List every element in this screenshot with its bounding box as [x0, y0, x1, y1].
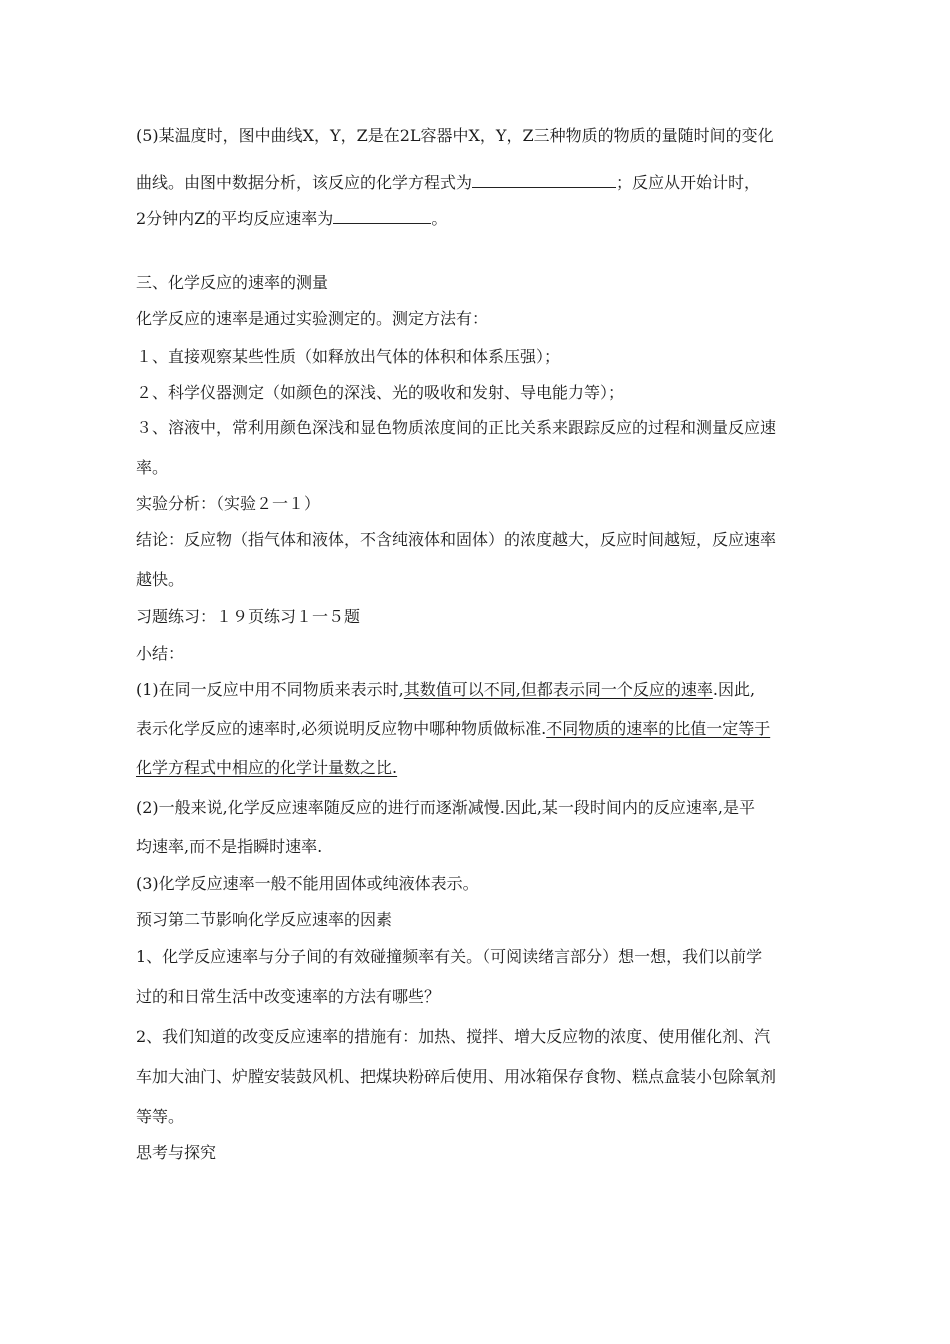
summary-point-2-line-1: (2)一般来说,化学反应速率随反应的进行而逐渐减慢.因此,某一段时间内的反应速率,是平 — [136, 798, 756, 817]
summary-point-1-line-3 — [136, 758, 397, 778]
method-2: ２、科学仪器测定（如颜色的深浅、光的吸收和发射、导电能力等）； — [136, 383, 625, 402]
underlined-key-point: 化学方程式中相应的化学计量数之比. — [136, 758, 398, 777]
method-3-line-1: ３、溶液中，常利用颜色深浅和显色物质浓度间的正比关系来跟踪反应的过程和测量反应速 — [136, 418, 777, 437]
equation-answer-blank[interactable] — [472, 171, 616, 188]
summary-point-1-text: (1)在同一反应中用不同物质来表示时, — [136, 680, 404, 699]
summary-point-2-line-2: 均速率,而不是指瞬时速率. — [136, 837, 323, 856]
q5-line-3-text: 2分钟内Z的平均反应速率为 — [136, 209, 334, 228]
summary-point-3: (3)化学反应速率一般不能用固体或纯液体表示。 — [136, 874, 479, 893]
underlined-key-point: 不同物质的速率的比值一定等于 — [546, 719, 771, 738]
underlined-key-point: 其数值可以不同,但都表示同一个反应的速率 — [403, 680, 713, 699]
rate-answer-blank[interactable] — [333, 207, 431, 224]
q5-line-3 — [136, 207, 447, 229]
measurement-intro: 化学反应的速率是通过实验测定的。测定方法有： — [136, 309, 489, 328]
preview-q2-line-1: 2、我们知道的改变反应速率的措施有：加热、搅拌、增大反应物的浓度、使用催化剂、汽 — [136, 1027, 771, 1046]
preview-q1-line-2: 过的和日常生活中改变速率的方法有哪些？ — [136, 987, 441, 1006]
summary-title: 小结： — [136, 644, 185, 663]
summary-point-1-line-1 — [136, 680, 755, 700]
summary-point-1-text-2: 表示化学反应的速率时,必须说明反应物中哪种物质做标准. — [136, 719, 547, 738]
method-3-line-2: 率。 — [136, 458, 169, 477]
q5-line-3-tail: 。 — [431, 209, 448, 228]
q5-line-2-text: 曲线。由图中数据分析，该反应的化学方程式为 — [136, 173, 473, 192]
method-1: １、直接观察某些性质（如释放出气体的体积和体系压强）； — [136, 347, 561, 366]
experiment-analysis: 实验分析：（实验２一１） — [136, 494, 321, 513]
conclusion-line-2: 越快。 — [136, 570, 185, 589]
q5-line-1: (5)某温度时，图中曲线X，Y，Z是在2L容器中X，Y，Z三种物质的物质的量随时间的变化 — [136, 126, 774, 145]
summary-point-1-line-2 — [136, 719, 770, 739]
conclusion-line-1: 结论：反应物（指气体和液体，不含纯液体和固体）的浓度越大，反应时间越短，反应速率 — [136, 530, 777, 549]
summary-point-1-tail: .因此, — [712, 680, 756, 699]
preview-q1-line-1: 1、化学反应速率与分子间的有效碰撞频率有关。（可阅读绪言部分）想一想，我们以前学 — [136, 947, 763, 966]
think-and-explore: 思考与探究 — [136, 1143, 217, 1162]
preview-title: 预习第二节影响化学反应速率的因素 — [136, 910, 393, 929]
section-3-title: 三、化学反应的速率的测量 — [136, 273, 329, 292]
q5-line-2-tail: ；反应从开始计时， — [616, 173, 761, 192]
exercise-note: 习题练习：１９页练习１一５题 — [136, 607, 361, 626]
preview-q2-line-2: 车加大油门、炉膛安装鼓风机、把煤块粉碎后使用、用冰箱保存食物、糕点盒装小包除氧剂 — [136, 1067, 777, 1086]
preview-q2-line-3: 等等。 — [136, 1107, 185, 1126]
q5-line-2 — [136, 171, 760, 193]
